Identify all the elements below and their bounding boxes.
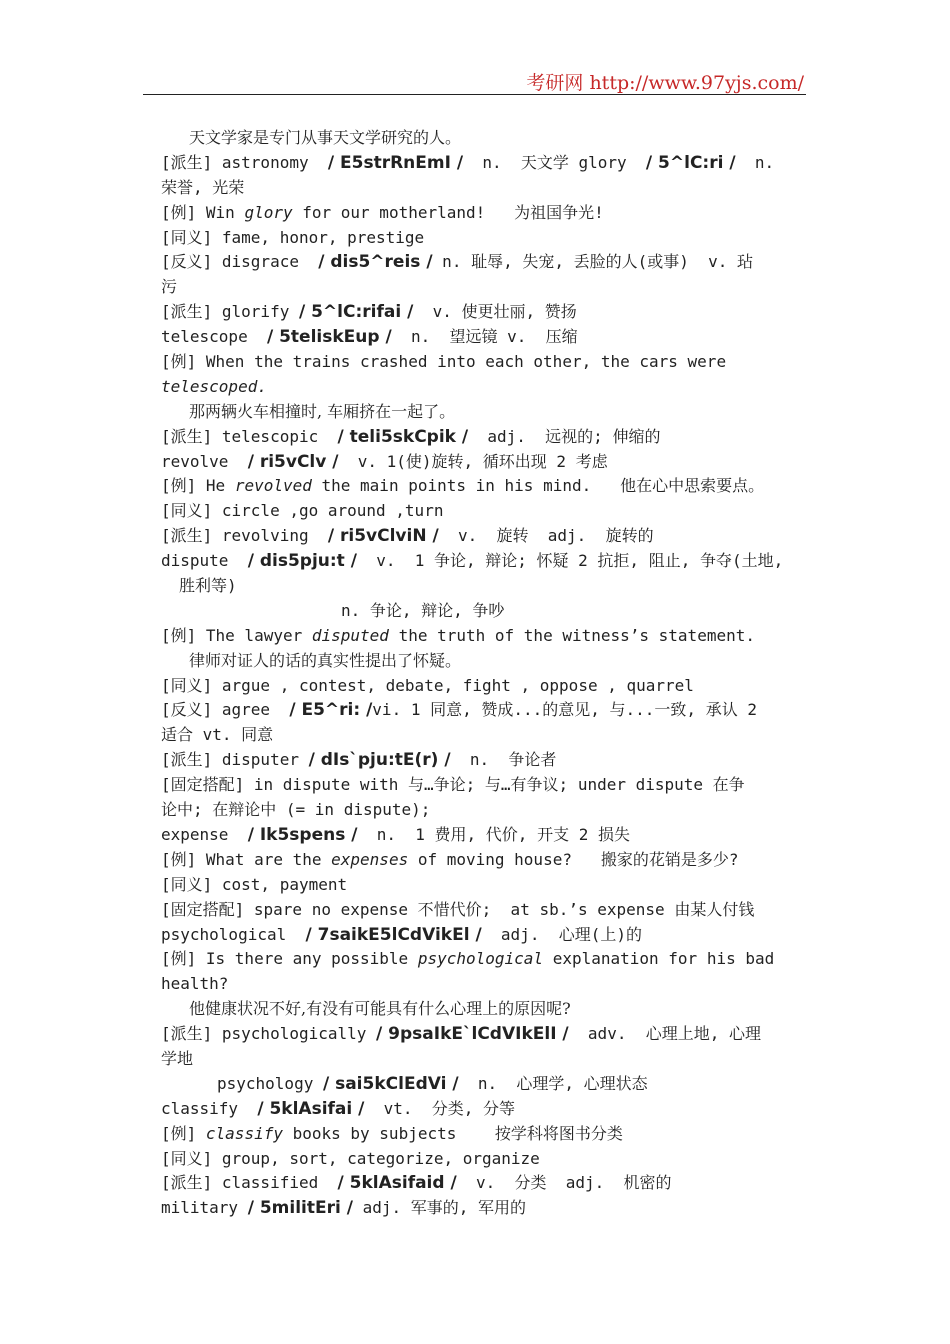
text-segment: [反义] agree — [161, 700, 290, 720]
text-segment: military — [161, 1198, 248, 1218]
text-segment: the truth of the witness’s statement. — [388, 625, 755, 645]
phonetic-text: / E5strRnEmI / — [327, 152, 464, 173]
text-line — [161, 350, 809, 375]
text-line — [161, 201, 809, 226]
text-segment: classify — [161, 1098, 258, 1118]
phonetic-text: / dis5pju:t / — [247, 551, 357, 572]
phonetic-text: / 5klAsifaid / — [337, 1173, 457, 1194]
text-segment: n. 耻辱, 失宠, 丢脸的人(或事) v. 玷 — [432, 252, 754, 272]
text-segment: books by subjects 按学科将图书分类 — [282, 1123, 623, 1143]
text-line — [161, 250, 809, 275]
text-line — [161, 698, 809, 723]
text-line — [161, 1171, 809, 1196]
text-line — [161, 524, 809, 549]
text-line — [161, 474, 809, 499]
phonetic-text: / 5militEri / — [247, 1198, 353, 1219]
text-line — [161, 997, 809, 1022]
text-segment: adj. 军事的, 军用的 — [352, 1198, 527, 1218]
phonetic-text: / 7saikE5lCdVikEl / — [305, 924, 482, 945]
text-segment: [固定搭配] spare no expense 不惜代价; at sb.’s expense 由某人付钱 — [161, 899, 755, 919]
text-segment: [例] What are the — [161, 849, 332, 869]
text-line — [161, 898, 809, 923]
text-line — [161, 1097, 809, 1122]
text-segment: [例] The lawyer — [161, 625, 312, 645]
phonetic-text: / teli5skCpik / — [337, 426, 469, 447]
text-line — [161, 599, 809, 624]
text-segment: [派生] revolving — [161, 526, 328, 546]
text-segment: of moving house? 搬家的花销是多少? — [408, 849, 739, 869]
text-segment: [派生] psychologically — [161, 1024, 377, 1044]
phonetic-text: / dIs`pju:tE(r) / — [308, 750, 451, 771]
text-segment: [例] Is there any possible — [161, 949, 418, 969]
text-segment: [例] Win — [161, 202, 245, 222]
text-segment: v. 旋转 adj. 旋转的 — [438, 526, 654, 546]
text-segment: [同义] cost, payment — [161, 874, 348, 894]
text-segment: [同义] argue , contest, debate, fight , oppose , quarrel — [161, 675, 694, 695]
text-line — [161, 748, 809, 773]
text-segment: [派生] astronomy — [161, 152, 328, 172]
text-segment: vt. 分类, 分等 — [364, 1098, 516, 1118]
phonetic-text: / dis5^reis / — [318, 252, 433, 273]
text-segment: n. 心理学, 心理状态 — [458, 1073, 648, 1093]
text-segment: 天文学家是专门从事天文学研究的人。 — [189, 128, 462, 147]
text-line — [161, 649, 809, 674]
text-line — [161, 300, 809, 325]
phonetic-text: / ri5vClviN / — [327, 526, 439, 547]
text-segment: n. 争论者 — [450, 750, 557, 770]
text-segment: 律师对证人的话的真实性提出了怀疑。 — [189, 650, 462, 670]
phonetic-text: / 5klAsifai / — [257, 1098, 365, 1119]
text-line — [161, 176, 809, 201]
text-segment: 那两辆火车相撞时, 车厢挤在一起了。 — [189, 401, 456, 421]
text-segment: psychology — [217, 1073, 323, 1093]
text-segment: v. 分类 adj. 机密的 — [456, 1173, 672, 1193]
text-segment: [例] — [161, 1123, 206, 1143]
example-keyword: psychological — [417, 949, 544, 969]
text-segment: dispute — [161, 551, 248, 571]
text-segment: vi. 1 同意, 赞成...的意见, 与...一致, 承认 2 — [372, 700, 757, 720]
text-segment: expense — [161, 824, 248, 844]
text-segment: psychological — [161, 924, 306, 944]
text-segment: n. 争论, 辩论, 争吵 — [341, 600, 505, 620]
text-segment: 适合 vt. 同意 — [161, 725, 274, 745]
text-segment: [派生] telescopic — [161, 426, 338, 446]
example-keyword: expenses — [331, 849, 409, 869]
example-keyword: glory — [244, 202, 293, 222]
text-segment: adv. 心理上地, 心理 — [568, 1024, 761, 1044]
example-keyword: telescoped. — [161, 376, 267, 396]
text-segment: [派生] disputer — [161, 750, 309, 770]
phonetic-text: / 5^lC:rifai / — [298, 302, 414, 323]
text-line — [161, 1122, 809, 1147]
text-segment: health? — [161, 974, 229, 994]
phonetic-text: / E5^ri: / — [289, 700, 373, 721]
text-segment: for our motherland! 为祖国争光! — [292, 202, 604, 222]
phonetic-text: / sai5kClEdVi / — [322, 1073, 459, 1094]
text-segment: [固定搭配] in dispute with 与…争论; 与…有争议; under dispute 在争 — [161, 775, 745, 795]
text-line — [161, 499, 809, 524]
text-line — [161, 923, 809, 948]
example-keyword: classify — [205, 1123, 283, 1143]
text-segment: adj. 心理(上)的 — [481, 924, 642, 944]
text-segment: 荣誉, 光荣 — [161, 177, 245, 197]
text-segment: [派生] classified — [161, 1173, 338, 1193]
phonetic-text: / 5teliskEup / — [266, 327, 392, 348]
text-segment: revolve — [161, 451, 248, 471]
text-line — [161, 873, 809, 898]
text-segment: [例] When the trains crashed into each other, the cars were — [161, 352, 727, 372]
text-line — [161, 1047, 809, 1072]
text-segment: 胜利等) — [179, 576, 237, 596]
text-segment: adj. 远视的; 伸缩的 — [468, 426, 661, 446]
text-line — [161, 1196, 809, 1221]
text-line — [161, 574, 809, 599]
text-segment: 他健康状况不好,有没有可能具有什么心理上的原因呢? — [189, 999, 571, 1019]
phonetic-text: / 5^lC:ri / — [645, 152, 736, 173]
text-line — [161, 624, 809, 649]
text-line — [161, 226, 809, 251]
text-segment: 污 — [161, 277, 178, 297]
text-line — [161, 151, 809, 176]
text-segment: n. 天文学 glory — [463, 152, 646, 172]
text-line — [161, 972, 809, 997]
text-line — [161, 798, 809, 823]
text-segment: n. — [735, 152, 775, 172]
example-keyword: disputed — [311, 625, 389, 645]
text-segment: [同义] circle ,go around ,turn — [161, 501, 444, 521]
example-keyword: revolved — [234, 476, 312, 496]
text-line — [161, 723, 809, 748]
text-segment: explanation for his bad — [543, 949, 775, 969]
text-segment: 论中; 在辩论中 (= in dispute); — [161, 800, 431, 820]
phonetic-text: / Ik5spens / — [247, 824, 358, 845]
text-line — [161, 275, 809, 300]
text-segment: n. 1 费用, 代价, 开支 2 损失 — [357, 824, 630, 844]
text-line — [161, 947, 809, 972]
text-line — [161, 450, 809, 475]
text-line — [161, 425, 809, 450]
text-line — [161, 823, 809, 848]
text-line — [161, 1022, 809, 1047]
text-segment: v. 1 争论, 辩论; 怀疑 2 抗拒, 阻止, 争夺(土地, — [356, 551, 784, 571]
text-segment: v. 1(使)旋转, 循环出现 2 考虑 — [338, 451, 608, 471]
page-header — [143, 66, 806, 95]
text-segment: telescope — [161, 327, 267, 347]
text-segment: [例] He — [161, 476, 235, 496]
text-line — [161, 1072, 809, 1097]
site-link[interactable]: 考研网 http://www.97yjs.com/ — [526, 72, 804, 94]
text-line — [161, 674, 809, 699]
text-line — [161, 126, 809, 151]
text-segment: [同义] group, sort, categorize, organize — [161, 1148, 540, 1168]
text-line — [161, 1147, 809, 1172]
text-line — [161, 325, 809, 350]
text-line — [161, 375, 809, 400]
text-segment: [同义] fame, honor, prestige — [161, 227, 425, 247]
phonetic-text: / ri5vClv / — [247, 451, 339, 472]
text-segment: 学地 — [161, 1048, 194, 1068]
text-segment: [反义] disgrace — [161, 252, 319, 272]
text-segment: v. 使更壮丽, 赞扬 — [413, 302, 577, 322]
phonetic-text: / 9psaIkE`lCdVIkElI / — [376, 1024, 569, 1045]
text-line — [161, 549, 809, 574]
text-segment: n. 望远镜 v. 压缩 — [391, 327, 578, 347]
text-segment: [派生] glorify — [161, 302, 299, 322]
vocabulary-body — [161, 126, 809, 1221]
text-line — [161, 773, 809, 798]
text-line — [161, 400, 809, 425]
text-line — [161, 848, 809, 873]
text-segment: the main points in his mind. 他在心中思索要点。 — [311, 476, 765, 496]
